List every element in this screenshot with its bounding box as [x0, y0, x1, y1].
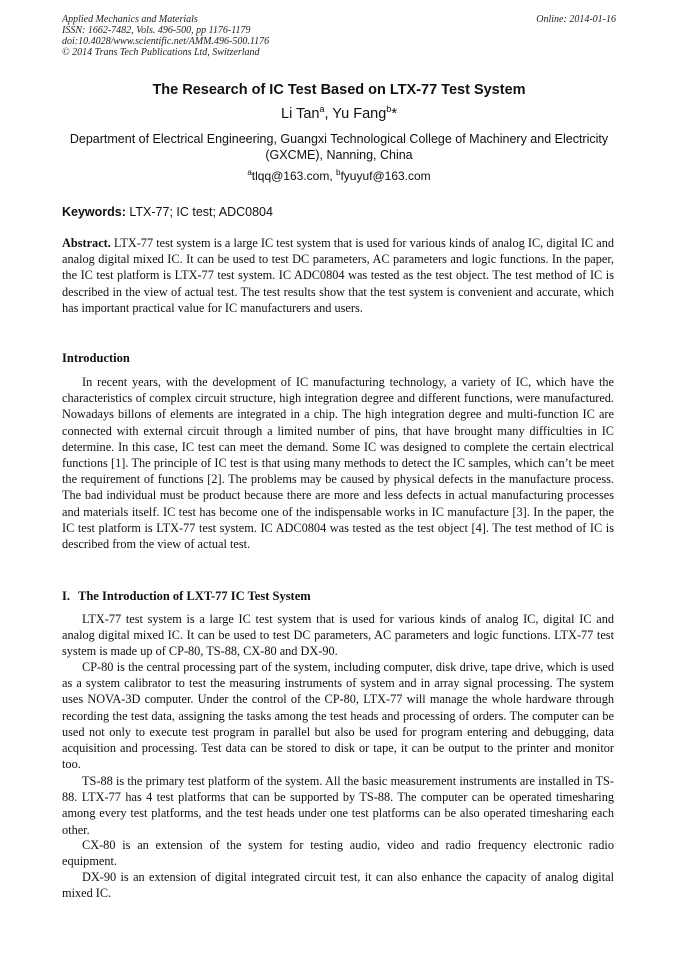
- author-superscript: a: [319, 104, 325, 114]
- section-paragraph: CP-80 is the central processing part of the system, including computer, disk drive, tape drive, which is used as a system calibrator to test the measuring instruments of system and in array signal processing. The system uses NOVA-3D computer. Under the control of the CP-80, LTX-77 will manage the whole hardware through recording the test data, assigning the tasks among the test heads and processing of orders. The computer can be used not only to execute test program in parallel but also be used for program entering and debugging, data acquisition and processing. Test data can be stored to disk or tape, it can be output to the printer and monitor too.: [62, 660, 614, 772]
- author-name: Yu Fang: [332, 105, 387, 122]
- author-separator: ,: [324, 105, 333, 122]
- author-superscript: b: [386, 104, 392, 114]
- email-address: tlqq@163.com,: [251, 169, 336, 183]
- section-heading: [62, 589, 311, 604]
- introduction-paragraph: In recent years, with the development of IC manufacturing technology, a variety of IC, which have the characteristics of complex circuit structure, high integration degree and different functions, were manufactured. Nowadays billons of elements are integrated in a chip. The high integration degree and multi-function IC are connected with external circuit through a limited number of pins, that have brought many difficulties in IC determine. In this case, IC test can meet the demand. Some IC was designed to complete the certain electrical functions [1]. The principle of IC test is that using many methods to detect the IC samples, which can’t be meet the requirement of functions [2]. The problems may be caused by physical defects in the manufacture process. The bad individual must be product because there are more and less defects in actual manufacturing processes and materials itself. IC test has become one of the indispensable works in IC manufacture [3]. In the paper, the IC test platform is LTX-77 test system. IC ADC0804 was tested as the test object [4]. The test method of IC is described from the view of actual test.: [62, 375, 614, 552]
- keywords: [62, 205, 273, 219]
- author-name: Li Tan: [281, 105, 320, 122]
- email-superscript: b: [336, 168, 341, 177]
- paper-title: The Research of IC Test Based on LTX-77 Test System: [152, 82, 526, 98]
- email-superscript: a: [247, 168, 252, 177]
- journal-copyright: © 2014 Trans Tech Publications Ltd, Switzerland: [62, 47, 260, 58]
- keywords-label: Keywords:: [62, 205, 126, 219]
- abstract: [62, 235, 614, 316]
- section-paragraph: CX-80 is an extension of the system for testing audio, video and radio frequency electronic radio equipment.: [62, 838, 614, 869]
- corresponding-mark: *: [391, 105, 397, 122]
- section-number: I.: [62, 589, 70, 603]
- section-paragraph: LTX-77 test system is a large IC test system that is used for various kinds of analog IC, digital IC and analog digital mixed IC. It can be used to test DC parameters, AC parameters and logic functions. LTX-77 test system is made up of CP-80, TS-88, CX-80 and DX-90.: [62, 612, 614, 659]
- author-emails: [0, 168, 678, 183]
- journal-header: [62, 14, 269, 58]
- section-title: The Introduction of LXT-77 IC Test System: [78, 589, 311, 603]
- paper-authors: [0, 104, 678, 122]
- online-date: Online: 2014-01-16: [536, 14, 616, 25]
- abstract-label: Abstract.: [62, 236, 111, 250]
- introduction-heading: Introduction: [62, 351, 130, 365]
- keywords-text: LTX-77; IC test; ADC0804: [125, 205, 273, 219]
- journal-issn: ISSN: 1662-7482, Vols. 496-500, pp 1176-1179: [62, 25, 251, 36]
- section-paragraph: DX-90 is an extension of digital integrated circuit test, it can also enhance the capacity of analog digital mixed IC.: [62, 870, 614, 901]
- abstract-text: LTX-77 test system is a large IC test system that is used for various kinds of analog IC, digital IC and analog digital mixed IC. It can be used to test DC parameters, AC parameters and logic functions. In the paper, the IC test platform is LTX-77 test system. IC ADC0804 was tested as the test object. The test method of IC is described in the view of actual test. The test results show that the test system is convenient and accurate, which has important practical value for IC manufacturers and users.: [62, 236, 614, 315]
- section-paragraph: TS-88 is the primary test platform of the system. All the basic measurement instruments are installed in TS-88. LTX-77 has 4 test platforms that can be supported by TS-88. The computer can be operated timesharing among every test platforms, and the test heads under one test platforms can be also operated timesharing each other.: [62, 774, 614, 837]
- journal-name: Applied Mechanics and Materials: [62, 14, 198, 25]
- email-address: fyuyuf@163.com: [340, 169, 431, 183]
- affiliation: Department of Electrical Engineering, Guangxi Technological College of Machinery and Electricity (GXCME), Nanning, China: [69, 132, 609, 162]
- journal-doi: doi:10.4028/www.scientific.net/AMM.496-500.1176: [62, 36, 270, 47]
